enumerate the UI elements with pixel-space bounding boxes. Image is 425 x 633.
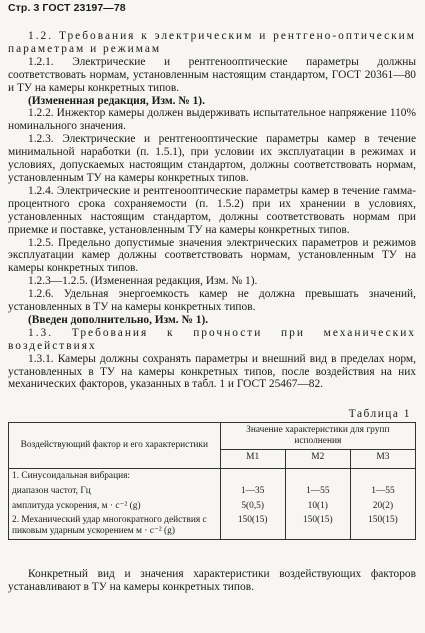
cell-m2: 1—55 [285, 484, 350, 499]
cell-m1: 5(0,5) [220, 499, 285, 514]
table-row [9, 513, 416, 539]
row-label: амплитуда ускорения, м · с⁻² (g) [9, 499, 221, 514]
clause-1-2-1: 1.2.1. Электрические и рентгенооптические параметры должны соответствовать нормам, установленным настоящим стандартом, ГОСТ 20361—80 и ТУ на камеры конкретных типов. [8, 55, 416, 94]
clause-1-2-5: 1.2.5. Предельно допустимые значения электрических параметров и режимов эксплуатации камер должны соответствовать нормам, установленным ТУ на камеры конкретных типов. [8, 236, 416, 275]
cell-m1: 150(15) [220, 513, 285, 539]
section-heading-1-2: 1.2. Требования к электрическим и рентгено-оптическим параметрам и режимам [8, 30, 416, 55]
column-header-group: Значение характеристики для групп исполнения [220, 423, 415, 450]
closing-text [8, 568, 416, 594]
column-header-m2: М2 [285, 450, 350, 469]
section-heading-1-3: 1.3. Требования к прочности при механических воздействиях [8, 326, 416, 352]
page-header: Стр. 3 ГОСТ 23197—78 [8, 2, 126, 14]
table-row [9, 484, 416, 499]
cell-m3: 1—55 [350, 484, 415, 499]
amendment-note: (Измененная редакция, Изм. № 1). [28, 94, 205, 107]
table-row [9, 469, 416, 484]
cell-m2: 10(1) [285, 499, 350, 514]
clause-1-2-4: 1.2.4. Электрические и рентгенооптические параметры камер в течение гамма-процентного срока сохраняемости (п. 1.5.2) при их хранении в условиях, установленных настоящим стандартом, должны соответствовать нормам при приемке и поставке, установленным ТУ на камеры конкретных типов. [8, 184, 416, 236]
table-row [9, 499, 416, 514]
column-header-m1: М1 [220, 450, 285, 469]
cell-m2 [285, 469, 350, 484]
column-header-factor: Воздействующий фактор и его характеристики [9, 423, 221, 469]
column-header-m3: М3 [350, 450, 415, 469]
closing-paragraph: Конкретный вид и значения характеристики воздействующих факторов устанавливают в ТУ на камеры конкретных типов. [8, 568, 416, 593]
clause-1-3-1: 1.3.1. Камеры должны сохранять параметры и внешний вид в пределах норм, установленных в ТУ на камеры конкретных типов, после воздействия на них механических факторов, указанных в табл. 1 и ГОСТ 25467—82. [8, 352, 416, 391]
cell-m2: 150(15) [285, 513, 350, 539]
cell-m3 [350, 469, 415, 484]
clause-1-2-6: 1.2.6. Удельная энергоемкость камер не должна превышать значений, установленных в ТУ на камеры конкретных типов. [8, 288, 416, 314]
table-1 [8, 422, 416, 540]
row-label: 1. Синусоидальная вибрация: [9, 469, 221, 484]
cell-m3: 150(15) [350, 513, 415, 539]
cell-m1 [220, 469, 285, 484]
amendment-note-range: 1.2.3—1.2.5. (Измененная редакция, Изм. № 1). [28, 275, 258, 288]
row-label: 2. Механический удар многократного действия с пиковым ударным ускорением м · с⁻² (g) [9, 513, 221, 539]
clause-1-2-2: 1.2.2. Инжектор камеры должен выдерживать испытательное напряжение 110% номинального значения. [8, 107, 416, 133]
row-label: диапазон частот, Гц [9, 484, 221, 499]
clause-1-2-3: 1.2.3. Электрические и рентгенооптические параметры камер в течение минимальной наработки (п. 1.5.1), при условии их эксплуатации в режимах и условиях, допускаемых настоящим стандартом, должны соответствовать нормам, установленным ТУ на камеры конкретных типов. [8, 133, 416, 184]
document-body [8, 30, 416, 391]
cell-m3: 20(2) [350, 499, 415, 514]
addition-note: (Введен дополнительно, Изм. № 1). [28, 313, 209, 326]
cell-m1: 1—35 [220, 484, 285, 499]
table-caption: Таблица 1 [348, 408, 411, 420]
